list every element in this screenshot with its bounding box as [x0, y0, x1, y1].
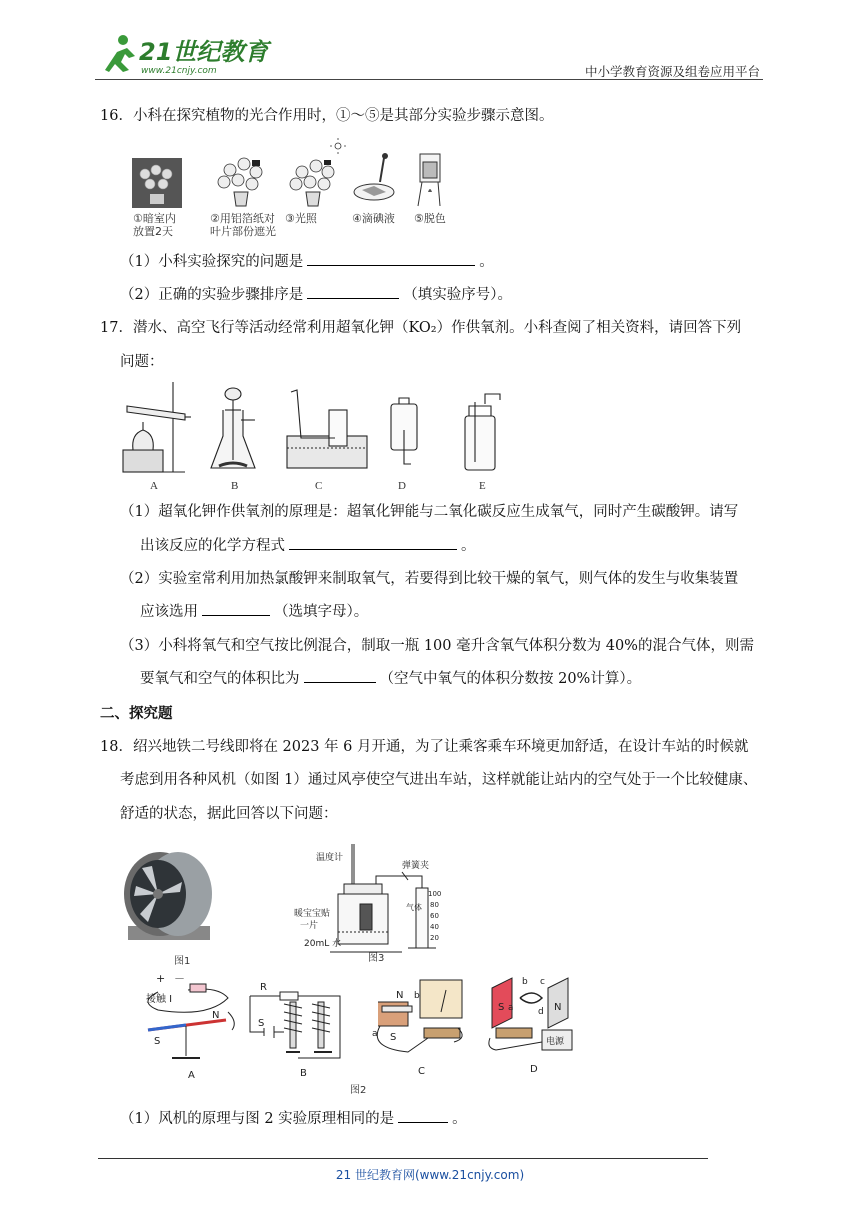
- q17-sub2-line2: 应该选用 （选填字母）。: [140, 601, 805, 623]
- q16-step4-caption: ④滴碘液: [352, 212, 395, 225]
- answer-blank: [398, 1108, 448, 1123]
- site-logo: [95, 30, 269, 80]
- svg-text:S: S: [498, 1002, 505, 1013]
- q16-step2-caption: ②用铝箔纸对 叶片部份遮光: [210, 212, 276, 238]
- apparatus-c-label: C: [315, 480, 323, 492]
- answer-blank: [304, 668, 376, 683]
- q16-sub2: （2）正确的实验步骤排序是 （填实验序号）。: [120, 284, 785, 306]
- answer-blank: [202, 601, 270, 616]
- figure-3-apparatus: [290, 840, 450, 960]
- svg-text:电源: 电源: [546, 1037, 565, 1047]
- svg-text:接触 I: 接触 I: [146, 994, 173, 1005]
- figure-3-caption: 图3: [368, 953, 385, 964]
- svg-text:80: 80: [430, 901, 439, 909]
- svg-text:D: D: [530, 1064, 538, 1075]
- apparatus-e-label: E: [479, 480, 486, 492]
- logo-url: www.21cnjy.com: [141, 66, 217, 76]
- answer-blank: [289, 535, 457, 550]
- header-divider: [95, 79, 763, 80]
- svg-text:N: N: [396, 990, 404, 1001]
- logo-text: 21世纪教育: [139, 38, 269, 66]
- svg-text:弹簧夹: 弹簧夹: [402, 861, 430, 871]
- svg-text:+: +: [156, 972, 166, 985]
- section-heading: 二、探究题: [100, 705, 173, 722]
- footer-text: 21 世纪教育网(www.21cnjy.com): [335, 1168, 525, 1182]
- q16-stem: 16．小科在探究植物的光合作用时，①～⑤是其部分实验步骤示意图。: [100, 108, 554, 124]
- answer-blank: [307, 251, 475, 266]
- svg-text:N: N: [554, 1002, 562, 1013]
- q16-step5-caption: ⑤脱色: [414, 212, 446, 225]
- svg-text:N: N: [212, 1010, 220, 1021]
- figure-2-panels: [128, 968, 588, 1081]
- svg-text:b: b: [522, 977, 528, 987]
- footer-divider: [98, 1158, 708, 1159]
- q16-sub1: （1）小科实验探究的问题是 。: [120, 251, 785, 273]
- q17-sub1-line1: （1）超氧化钾作供氧剂的原理是：超氧化钾能与二氧化碳反应生成氧气，同时产生碳酸钾。请写: [120, 504, 739, 520]
- q16-figure: [130, 140, 440, 214]
- q18-line3: 舒适的状态，据此回答以下问题：: [120, 806, 338, 822]
- q18-sub1: （1）风机的原理与图 2 实验原理相同的是 。: [120, 1108, 785, 1130]
- svg-text:20: 20: [430, 934, 439, 942]
- svg-text:暖宝宝贴: 暖宝宝贴: [294, 909, 331, 919]
- svg-text:A: A: [188, 1070, 195, 1081]
- q17-sub2-line1: （2）实验室常利用加热氯酸钾来制取氧气，若要得到比较干燥的氧气，则气体的发生与收集装置: [120, 571, 739, 587]
- q17-sub3-line2: 要氧气和空气的体积比为 （空气中氧气的体积分数按 20%计算）。: [140, 668, 805, 690]
- svg-text:一片: 一片: [300, 921, 319, 931]
- svg-text:－: －: [174, 972, 185, 985]
- svg-text:20mL 水: 20mL 水: [304, 939, 342, 949]
- svg-text:气体: 气体: [406, 903, 422, 912]
- figure-1-caption: 图1: [174, 956, 191, 967]
- svg-text:40: 40: [430, 923, 439, 931]
- q18-line2: 考虑到用各种风机（如图 1）通过风亭使空气进出车站，这样就能让站内的空气处于一个比较健康、: [120, 772, 758, 788]
- svg-text:C: C: [418, 1066, 425, 1077]
- svg-text:S: S: [390, 1032, 397, 1043]
- apparatus-a-label: A: [150, 480, 158, 492]
- figure-1-fan: [118, 846, 218, 950]
- q17-sub1-line2: 出该反应的化学方程式 。: [140, 535, 805, 557]
- figure-2-caption: 图2: [350, 1085, 367, 1096]
- svg-text:B: B: [300, 1068, 307, 1079]
- svg-text:S: S: [154, 1036, 161, 1047]
- platform-name: 中小学教育资源及组卷应用平台: [584, 64, 760, 79]
- q17-stem-line1: 17．潜水、高空飞行等活动经常利用超氧化钾（KO₂）作供氧剂。小科查阅了相关资料，请回答下列: [100, 320, 742, 336]
- svg-text:a: a: [508, 1003, 514, 1013]
- svg-text:b: b: [414, 991, 420, 1001]
- q16-step3-caption: ③光照: [285, 212, 317, 225]
- svg-text:R: R: [260, 982, 267, 993]
- answer-blank: [307, 284, 399, 299]
- svg-text:c: c: [540, 977, 545, 987]
- svg-text:a: a: [372, 1029, 378, 1039]
- q17-sub3-line1: （3）小科将氧气和空气按比例混合，制取一瓶 100 毫升含氧气体积分数为 40%的混合气体，则需: [120, 638, 754, 654]
- q17-apparatus-figure: [115, 380, 515, 476]
- svg-text:S: S: [258, 1018, 265, 1029]
- q16-step1-caption: ①暗室内 放置2天: [133, 212, 176, 238]
- svg-text:d: d: [538, 1007, 544, 1017]
- svg-text:温度计: 温度计: [316, 853, 344, 863]
- apparatus-d-label: D: [398, 480, 406, 492]
- svg-text:60: 60: [430, 912, 439, 920]
- apparatus-b-label: B: [231, 480, 239, 492]
- q18-line1: 18．绍兴地铁二号线即将在 2023 年 6 月开通，为了让乘客乘车环境更加舒适，在设计车站的时候就: [100, 739, 749, 755]
- q17-stem-line2: 问题：: [120, 354, 164, 370]
- svg-text:100: 100: [428, 890, 442, 898]
